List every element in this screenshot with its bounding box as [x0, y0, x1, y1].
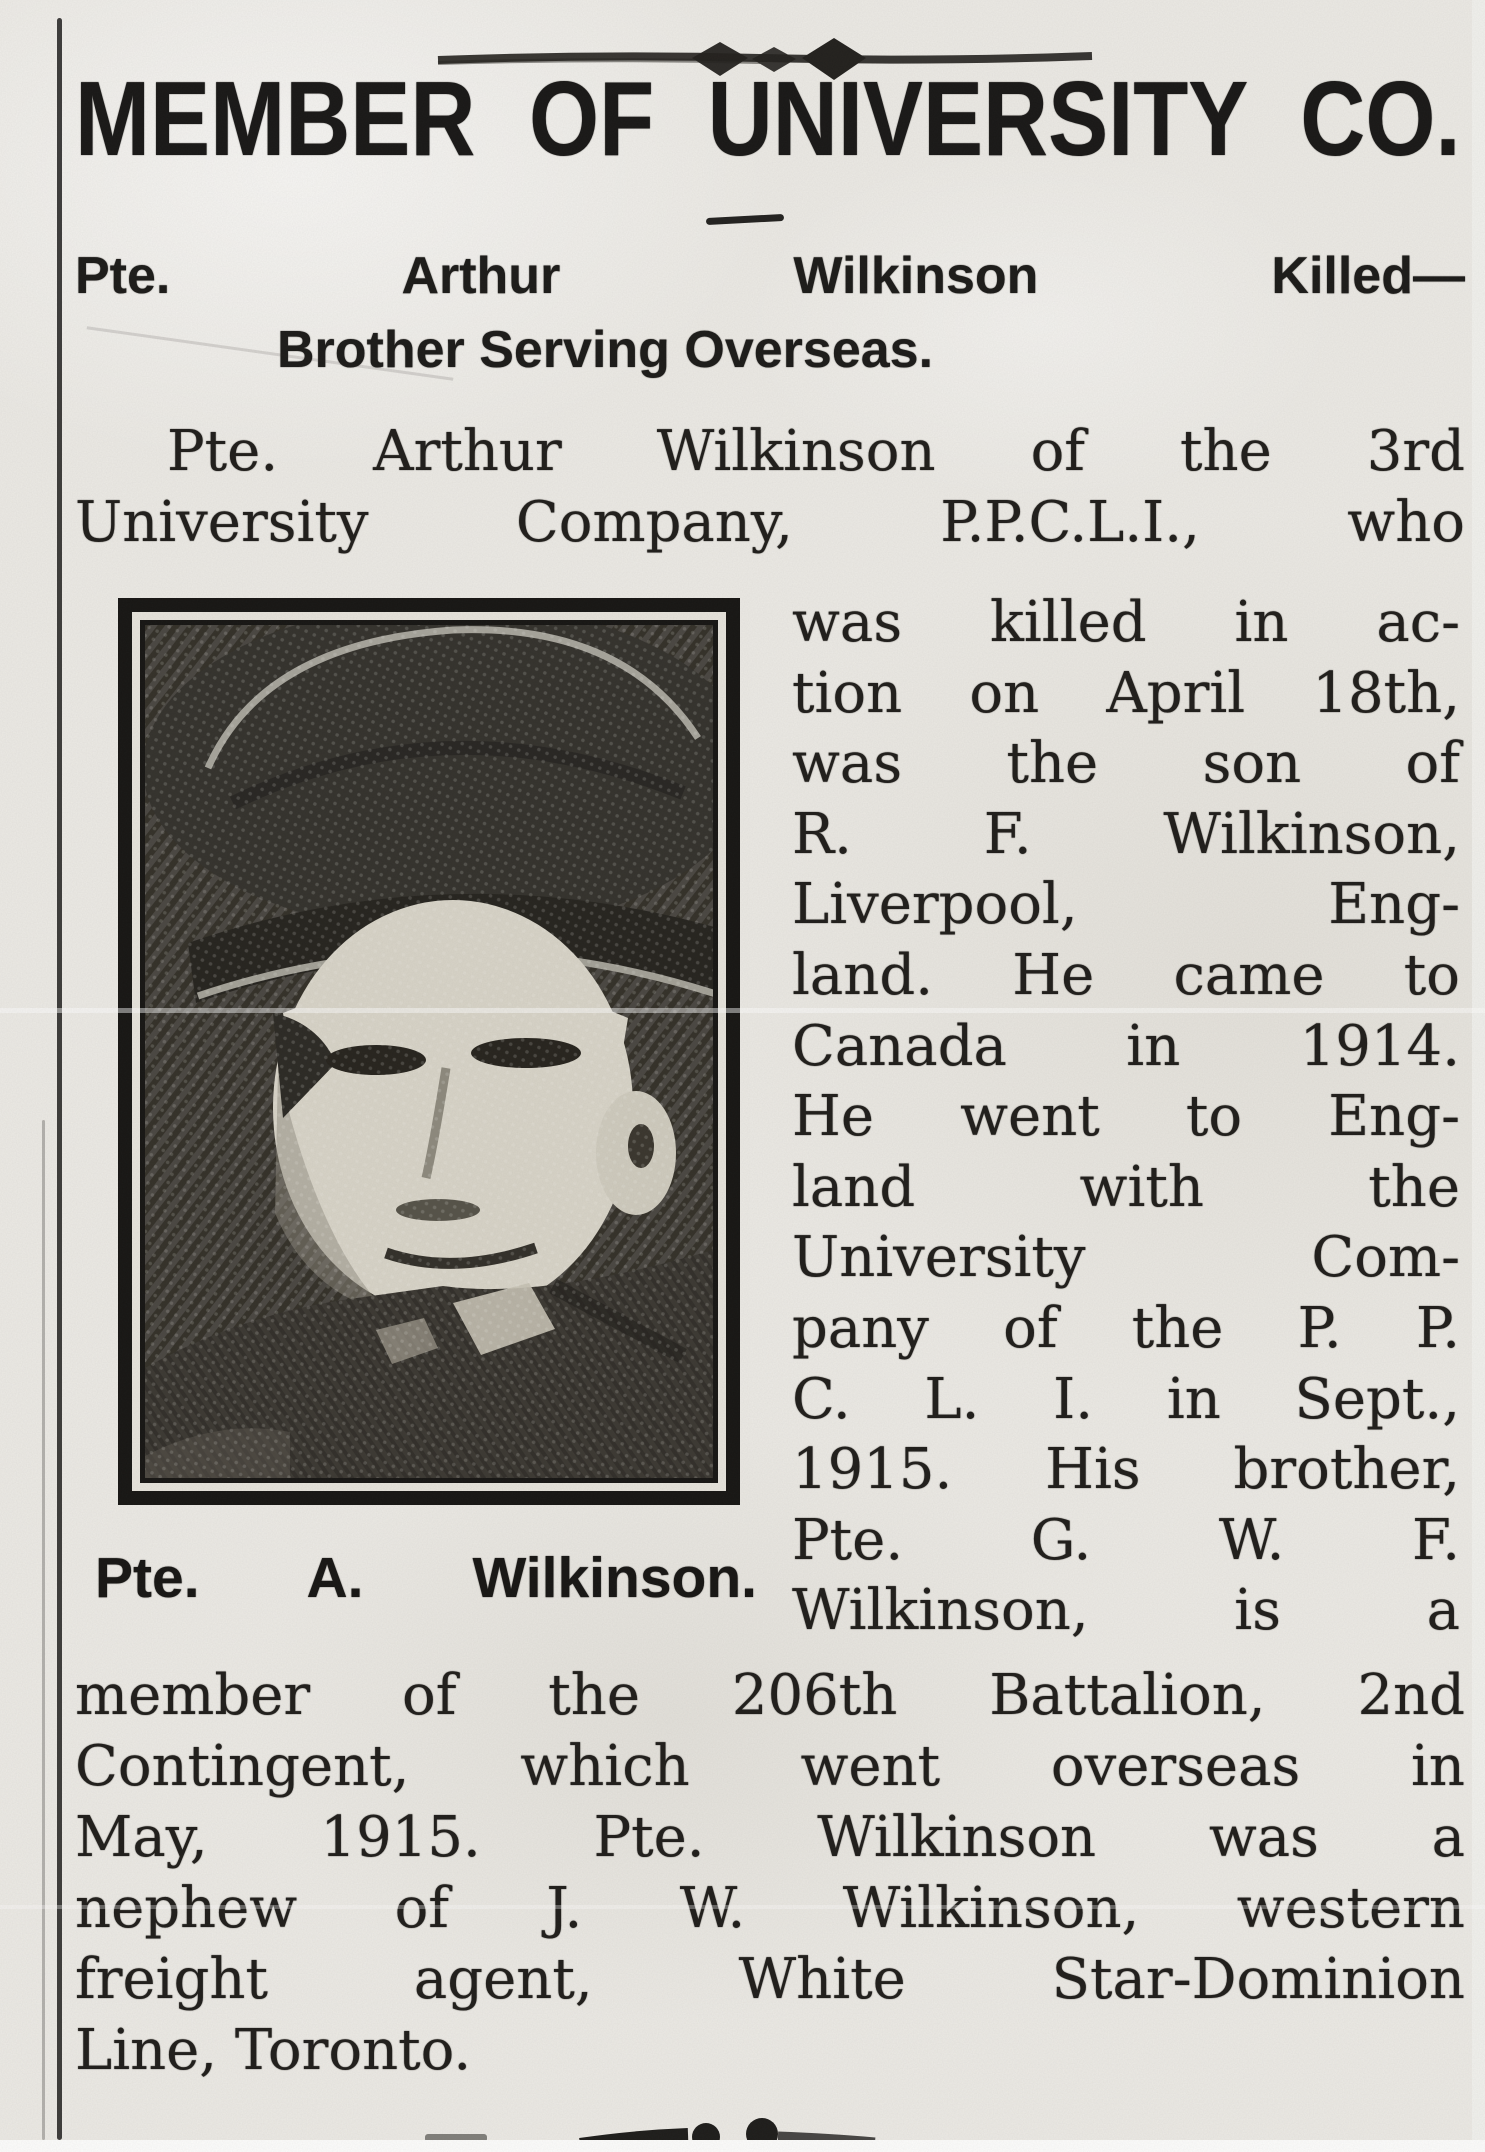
left-column-rule-faint — [42, 1120, 45, 2140]
article-column — [792, 588, 1460, 1647]
column-line: land with the — [792, 1154, 1460, 1220]
portrait-photo — [118, 598, 740, 1505]
column-line: R. F. Wilkinson, — [792, 801, 1460, 867]
footer-line: Contingent, which went overseas in — [75, 1734, 1465, 1799]
article-headline: MEMBER OF UNIVERSITY CO. — [75, 60, 1461, 178]
subheadline-line-1: Pte. Arthur Wilkinson Killed— — [75, 247, 1465, 305]
footer-line: member of the 206th Battalion, 2nd — [75, 1663, 1465, 1728]
column-line: tion on April 18th, — [792, 660, 1460, 726]
footer-line: May, 1915. Pte. Wilkinson was a — [75, 1805, 1465, 1870]
column-line: Pte. G. W. F. — [792, 1507, 1460, 1573]
left-column-rule — [57, 18, 62, 2140]
footer-line: freight agent, White Star-Dominion — [75, 1947, 1465, 2012]
footer-line: nephew of J. W. Wilkinson, western — [75, 1876, 1465, 1941]
column-line: C. L. I. in Sept., — [792, 1366, 1460, 1432]
scan-bottom-edge — [0, 2140, 1485, 2152]
column-line: land. He came to — [792, 942, 1460, 1008]
scan-streak — [0, 1905, 1485, 1909]
scan-streak — [0, 1008, 1485, 1013]
column-line: Liverpool, Eng- — [792, 872, 1460, 938]
intro-line: Pte. Arthur Wilkinson of the 3rd — [167, 419, 1465, 484]
column-line: Canada in 1914. — [792, 1013, 1460, 1079]
subheadline-line-2: Brother Serving Overseas. — [276, 321, 934, 379]
intro-line: University Company, P.P.C.L.I., who — [75, 490, 1465, 555]
column-line: University Com- — [792, 1225, 1460, 1291]
column-line: was the son of — [792, 731, 1460, 797]
photo-caption: Pte. A. Wilkinson. — [95, 1546, 757, 1610]
headline-dash-divider — [706, 214, 784, 225]
column-line: Wilkinson, is a — [792, 1578, 1460, 1644]
column-line: He went to Eng- — [792, 1084, 1460, 1150]
footer-line: Line, Toronto. — [75, 2018, 472, 2083]
intro-paragraph — [75, 416, 1465, 558]
column-line: 1915. His brother, — [792, 1437, 1460, 1503]
closing-paragraph — [75, 1660, 1465, 2086]
column-line: pany of the P. P. — [792, 1295, 1460, 1361]
column-line: was killed in ac- — [792, 590, 1460, 655]
scan-right-edge — [1472, 0, 1485, 2152]
halftone-overlay — [145, 625, 713, 1478]
